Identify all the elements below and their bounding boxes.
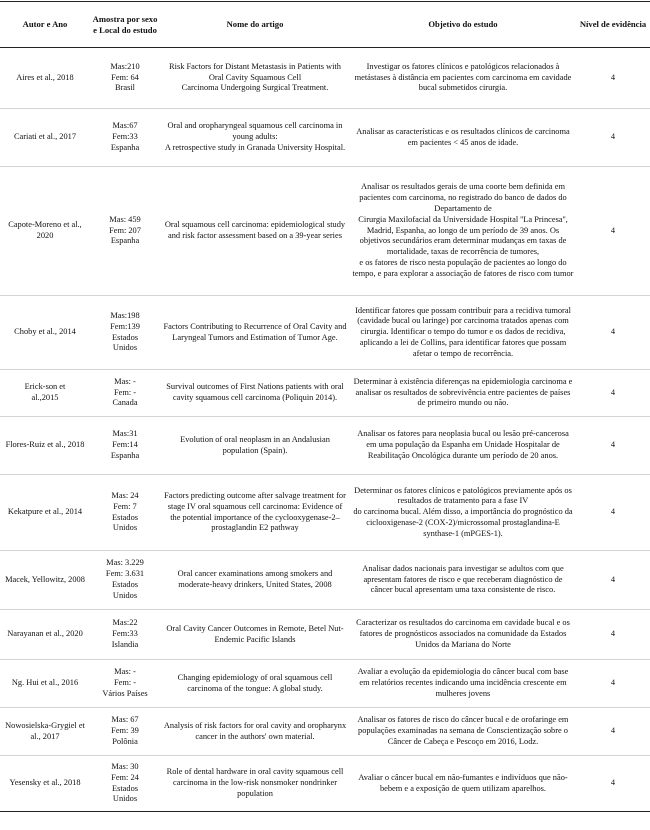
cell-article: Oral squamous cell carcinoma: epidemiological study and risk factor assessment based on a 39-year series [160, 167, 350, 296]
cell-author: Capote-Moreno et al., 2020 [0, 167, 90, 296]
cell-sample: Mas:198 Fem:139 Estados Unidos [90, 296, 160, 370]
cell-sample: Mas:67 Fem:33 Espanha [90, 109, 160, 167]
cell-author: Ng. Hui et al., 2016 [0, 660, 90, 708]
table-body [0, 48, 650, 812]
cell-author: Narayanan et al., 2020 [0, 610, 90, 660]
cell-author: Erick-son et al.,2015 [0, 370, 90, 417]
cell-level: 4 [576, 551, 650, 610]
cell-objective: Identificar fatores que possam contribuir para a recidiva tumoral (cavidade bucal ou laringe) por carcinoma tratados apenas com cirurgia. Identificar o tempo do tumor e os dados de recidiva, aplicando a lei de Collins, para identificar fatores que possam afetar o tempo de recorrência. [350, 296, 576, 370]
table-row [0, 610, 650, 660]
cell-sample: Mas:210 Fem: 64 Brasil [90, 48, 160, 109]
cell-level: 4 [576, 109, 650, 167]
cell-article: Role of dental hardware in oral cavity squamous cell carcinoma in the low-risk nonsmoker nondrinker population [160, 756, 350, 812]
header-sample: Amostra por sexo e Local do estudo [90, 2, 160, 48]
cell-level: 4 [576, 417, 650, 475]
cell-author: Yesensky et al., 2018 [0, 756, 90, 812]
table-row [0, 370, 650, 417]
table-row [0, 417, 650, 475]
table-row [0, 48, 650, 109]
cell-level: 4 [576, 660, 650, 708]
cell-article: Oral and oropharyngeal squamous cell carcinoma in young adults: A retrospective study in Granada University Hospital. [160, 109, 350, 167]
table-row [0, 660, 650, 708]
cell-sample: Mas:31 Fem:14 Espanha [90, 417, 160, 475]
cell-level: 4 [576, 370, 650, 417]
header-article: Nome do artigo [160, 2, 350, 48]
cell-level: 4 [576, 475, 650, 551]
cell-objective: Analisar os fatores para neoplasia bucal ou lesão pré-cancerosa em uma população da Espanha em Unidade Hospitalar de Reabilitação Oncológica durante um período de 20 anos. [350, 417, 576, 475]
cell-sample: Mas: - Fem: - Vários Países [90, 660, 160, 708]
cell-article: Risk Factors for Distant Metastasis in Patients with Oral Cavity Squamous Cell Carcinoma Undergoing Surgical Treatment. [160, 48, 350, 109]
cell-objective: Analisar os fatores de risco do câncer bucal e de orofaringe em populações examinadas na semana de Conscientização sobre o Câncer de Cabeça e Pescoço em 2016, Lodz. [350, 708, 576, 756]
cell-article: Oral cancer examinations among smokers and moderate-heavy drinkers, United States, 2008 [160, 551, 350, 610]
cell-sample: Mas: 67 Fem: 39 Polônia [90, 708, 160, 756]
table-row [0, 167, 650, 296]
cell-article: Factors Contributing to Recurrence of Oral Cavity and Laryngeal Tumors and Estimation of Tumor Age. [160, 296, 350, 370]
cell-author: Choby et al., 2014 [0, 296, 90, 370]
table-row [0, 475, 650, 551]
table-row [0, 296, 650, 370]
table-row [0, 756, 650, 812]
cell-objective: Analisar os resultados gerais de uma coorte bem definida em pacientes com carcinoma, no registrado do banco de dados do Departamento de Cirurgia Maxilofacial da Universidade Hospital ''La Princesa'', Madrid, Espanha, ao longo de um período de 39 anos. Os objetivos secundários eram determinar mudanças em taxas de mortalidade, taxas de recorrência de tumores, e os fatores de risco nesta população de pacientes ao longo do tempo, e para explorar a associação de fatores de risco com tumor [350, 167, 576, 296]
cell-objective: Caracterizar os resultados do carcinoma em cavidade bucal e os fatores de prognósticos associados na comunidade da Estados Unidos da Mariana do Norte [350, 610, 576, 660]
cell-author: Nowosielska-Grygiel et al., 2017 [0, 708, 90, 756]
cell-level: 4 [576, 610, 650, 660]
studies-table [0, 1, 650, 812]
cell-objective: Avaliar a evolução da epidemiologia do câncer bucal com base em relatórios recentes indicando uma incidência crescente em mulheres jovens [350, 660, 576, 708]
header-level: Nível de evidência [576, 2, 650, 48]
cell-author: Cariati et al., 2017 [0, 109, 90, 167]
header-author: Autor e Ano [0, 2, 90, 48]
cell-author: Flores-Ruiz et al., 2018 [0, 417, 90, 475]
cell-sample: Mas: 30 Fem: 24 Estados Unidos [90, 756, 160, 812]
table-header [0, 2, 650, 48]
cell-article: Survival outcomes of First Nations patients with oral cavity squamous cell carcinoma (Poliquin 2014). [160, 370, 350, 417]
cell-sample: Mas:22 Fem:33 Islandia [90, 610, 160, 660]
cell-level: 4 [576, 48, 650, 109]
cell-article: Factors predicting outcome after salvage treatment for stage IV oral squamous cell carcinoma: Evidence of the potential importance of the cyclooxygenase-2–prostaglandin E2 pathway [160, 475, 350, 551]
cell-objective: Determinar os fatores clínicos e patológicos previamente após os resultados de tratamento para a fase IV do carcinoma bucal. Além disso, a importância do prognóstico da ciclooxigenase-2 (COX-2)/microssomal prostaglandina-E synthase-1 (mPGES-1). [350, 475, 576, 551]
cell-objective: Investigar os fatores clínicos e patológicos relacionados à metástases à distância em pacientes com carcinoma em cavidade bucal submetidos cirurgia. [350, 48, 576, 109]
cell-author: Kekatpure et al., 2014 [0, 475, 90, 551]
cell-article: Evolution of oral neoplasm in an Andalusian population (Spain). [160, 417, 350, 475]
cell-level: 4 [576, 708, 650, 756]
cell-sample: Mas: 3.229 Fem: 3.631 Estados Unidos [90, 551, 160, 610]
cell-sample: Mas: 24 Fem: 7 Estados Unidos [90, 475, 160, 551]
table-row [0, 109, 650, 167]
table-row [0, 708, 650, 756]
cell-sample: Mas: - Fem: - Canada [90, 370, 160, 417]
cell-objective: Analisar dados nacionais para investigar se adultos com que apresentam fatores de risco e que receberam diagnóstico de câncer bucal apresentam uma taxa consistente de risco. [350, 551, 576, 610]
cell-objective: Avaliar o câncer bucal em não-fumantes e indivíduos que não-bebem e a exposição de quem utilizam aparelhos. [350, 756, 576, 812]
header-row [0, 2, 650, 48]
cell-level: 4 [576, 296, 650, 370]
cell-article: Oral Cavity Cancer Outcomes in Remote, Betel Nut-Endemic Pacific Islands [160, 610, 350, 660]
cell-level: 4 [576, 167, 650, 296]
cell-article: Analysis of risk factors for oral cavity and oropharynx cancer in the authors' own material. [160, 708, 350, 756]
table-row [0, 551, 650, 610]
cell-level: 4 [576, 756, 650, 812]
cell-sample: Mas: 459 Fem: 207 Espanha [90, 167, 160, 296]
cell-author: Aires et al., 2018 [0, 48, 90, 109]
cell-author: Macek, Yellowitz, 2008 [0, 551, 90, 610]
cell-objective: Determinar à existência diferenças na epidemiologia carcinoma e analisar os resultados de sobrevivência entre pacientes de países de primeiro mundo ou não. [350, 370, 576, 417]
cell-objective: Analisar as características e os resultados clínicos de carcinoma em pacientes < 45 anos de idade. [350, 109, 576, 167]
header-objective: Objetivo do estudo [350, 2, 576, 48]
cell-article: Changing epidemiology of oral squamous cell carcinoma of the tongue: A global study. [160, 660, 350, 708]
